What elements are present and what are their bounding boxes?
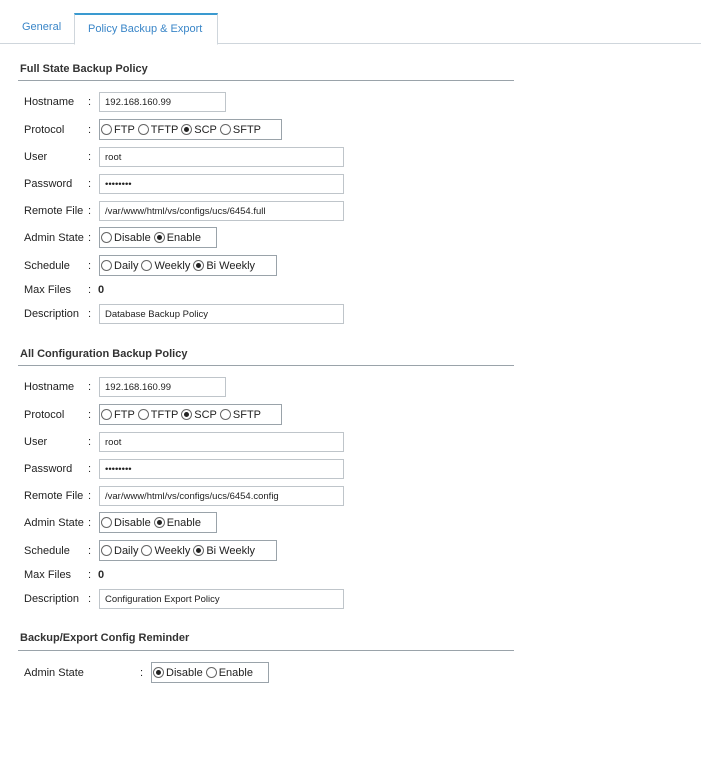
tab-general[interactable]: General	[22, 21, 62, 33]
radio-button-icon[interactable]	[141, 545, 152, 556]
radio-button-icon[interactable]	[153, 667, 164, 678]
hostname-input[interactable]	[99, 377, 226, 397]
radio-option-label: Enable	[218, 666, 253, 679]
radio-selected-dot-icon	[184, 412, 189, 417]
radio-option-scp[interactable]	[181, 409, 217, 421]
radio-button-icon[interactable]	[101, 260, 112, 271]
max-files-label: Max Files	[24, 569, 72, 581]
radio-option-label: SCP	[194, 123, 217, 136]
radio-option-weekly[interactable]	[141, 545, 190, 557]
radio-option-weekly[interactable]	[141, 260, 190, 272]
colon: :	[88, 308, 92, 320]
remote-file-input[interactable]	[99, 201, 344, 221]
radio-button-icon[interactable]	[193, 545, 204, 556]
radio-option-scp[interactable]	[181, 124, 217, 136]
radio-option-ftp[interactable]	[101, 409, 135, 421]
radio-button-icon[interactable]	[101, 545, 112, 556]
radio-option-label: SFTP	[232, 123, 262, 136]
schedule-label: Schedule	[24, 260, 70, 272]
radio-option-label: FTP	[114, 123, 135, 136]
schedule-label: Schedule	[24, 545, 70, 557]
colon: :	[88, 178, 92, 190]
remote-file-input[interactable]	[99, 486, 344, 506]
radio-option-bi-weekly[interactable]	[193, 260, 255, 272]
radio-option-bi-weekly[interactable]	[193, 545, 255, 557]
reminder-admin-state-radio-group	[151, 662, 269, 683]
radio-option-label: FTP	[114, 408, 135, 421]
radio-button-icon[interactable]	[138, 409, 149, 420]
radio-option-disable[interactable]	[153, 667, 203, 679]
user-input[interactable]	[99, 432, 344, 452]
radio-option-label: Bi Weekly	[206, 259, 256, 272]
password-label: Password	[24, 463, 73, 475]
radio-selected-dot-icon	[196, 263, 201, 268]
radio-selected-dot-icon	[157, 520, 162, 525]
colon: :	[88, 569, 92, 581]
radio-option-label: Weekly	[154, 259, 191, 272]
radio-option-tftp[interactable]	[138, 124, 179, 136]
protocol-label: Protocol	[24, 409, 65, 421]
section-divider	[18, 650, 514, 651]
radio-button-icon[interactable]	[206, 667, 217, 678]
radio-option-label: Bi Weekly	[206, 544, 256, 557]
section-title-full-state: Full State Backup Policy	[20, 63, 148, 75]
description-label: Description	[24, 593, 80, 605]
radio-button-icon[interactable]	[220, 124, 231, 135]
admin-state-radio-group	[99, 227, 217, 248]
radio-option-label: TFTP	[150, 123, 179, 136]
radio-button-icon[interactable]	[101, 409, 112, 420]
radio-option-label: Daily	[114, 544, 139, 557]
hostname-label: Hostname	[24, 96, 75, 108]
radio-button-icon[interactable]	[154, 517, 165, 528]
colon: :	[88, 232, 92, 244]
radio-option-sftp[interactable]	[220, 124, 261, 136]
section-title-reminder: Backup/Export Config Reminder	[20, 632, 190, 644]
radio-option-daily[interactable]	[101, 260, 138, 272]
admin-state-label: Admin State	[24, 517, 84, 529]
max-files-label: Max Files	[24, 284, 72, 296]
max-files-value: 0	[98, 569, 105, 581]
radio-option-label: Disable	[114, 231, 151, 244]
max-files-value: 0	[98, 284, 105, 296]
radio-option-disable[interactable]	[101, 517, 151, 529]
password-input[interactable]	[99, 459, 344, 479]
description-label: Description	[24, 308, 80, 320]
description-input[interactable]	[99, 589, 344, 609]
radio-option-label: SFTP	[232, 408, 262, 421]
schedule-radio-group	[99, 540, 277, 561]
user-label: User	[24, 436, 48, 448]
protocol-radio-group	[99, 119, 282, 140]
admin-state-label: Admin State	[24, 667, 84, 679]
radio-option-label: Enable	[166, 231, 201, 244]
colon: :	[88, 205, 92, 217]
colon: :	[88, 490, 92, 502]
radio-button-icon[interactable]	[138, 124, 149, 135]
radio-selected-dot-icon	[196, 548, 201, 553]
colon: :	[88, 436, 92, 448]
colon: :	[88, 545, 92, 557]
description-input[interactable]	[99, 304, 344, 324]
colon: :	[88, 463, 92, 475]
radio-option-label: SCP	[194, 408, 217, 421]
section-title-all-config: All Configuration Backup Policy	[20, 348, 188, 360]
radio-button-icon[interactable]	[101, 232, 112, 243]
colon: :	[88, 409, 92, 421]
admin-state-label: Admin State	[24, 232, 84, 244]
colon: :	[88, 96, 92, 108]
radio-option-label: Weekly	[154, 544, 191, 557]
section-divider	[18, 80, 514, 81]
radio-option-enable[interactable]	[154, 517, 201, 529]
radio-option-enable[interactable]	[206, 667, 253, 679]
radio-button-icon[interactable]	[220, 409, 231, 420]
radio-button-icon[interactable]	[101, 124, 112, 135]
radio-button-icon[interactable]	[141, 260, 152, 271]
colon: :	[88, 151, 92, 163]
radio-option-label: TFTP	[150, 408, 179, 421]
radio-selected-dot-icon	[157, 235, 162, 240]
radio-button-icon[interactable]	[193, 260, 204, 271]
radio-option-daily[interactable]	[101, 545, 138, 557]
protocol-label: Protocol	[24, 124, 65, 136]
radio-selected-dot-icon	[184, 127, 189, 132]
protocol-radio-group	[99, 404, 282, 425]
radio-button-icon[interactable]	[181, 409, 192, 420]
admin-state-radio-group	[99, 512, 217, 533]
radio-option-disable[interactable]	[101, 232, 151, 244]
password-label: Password	[24, 178, 73, 190]
colon: :	[88, 284, 92, 296]
colon: :	[88, 124, 92, 136]
radio-button-icon[interactable]	[154, 232, 165, 243]
hostname-input[interactable]	[99, 92, 226, 112]
radio-option-label: Enable	[166, 516, 201, 529]
schedule-radio-group	[99, 255, 277, 276]
radio-button-icon[interactable]	[181, 124, 192, 135]
radio-option-tftp[interactable]	[138, 409, 179, 421]
radio-option-label: Daily	[114, 259, 139, 272]
colon: :	[88, 381, 92, 393]
tab-bar	[0, 14, 701, 44]
user-label: User	[24, 151, 48, 163]
user-input[interactable]	[99, 147, 344, 167]
colon: :	[88, 517, 92, 529]
radio-option-label: Disable	[166, 666, 203, 679]
tab-policy-backup-export[interactable]: Policy Backup & Export	[74, 13, 218, 45]
radio-option-sftp[interactable]	[220, 409, 261, 421]
section-divider	[18, 365, 514, 366]
radio-option-ftp[interactable]	[101, 124, 135, 136]
radio-selected-dot-icon	[156, 670, 161, 675]
colon: :	[88, 260, 92, 272]
colon: :	[140, 667, 144, 679]
remote-file-label: Remote File	[24, 205, 84, 217]
hostname-label: Hostname	[24, 381, 75, 393]
radio-option-enable[interactable]	[154, 232, 201, 244]
colon: :	[88, 593, 92, 605]
password-input[interactable]	[99, 174, 344, 194]
radio-option-label: Disable	[114, 516, 151, 529]
remote-file-label: Remote File	[24, 490, 84, 502]
radio-button-icon[interactable]	[101, 517, 112, 528]
